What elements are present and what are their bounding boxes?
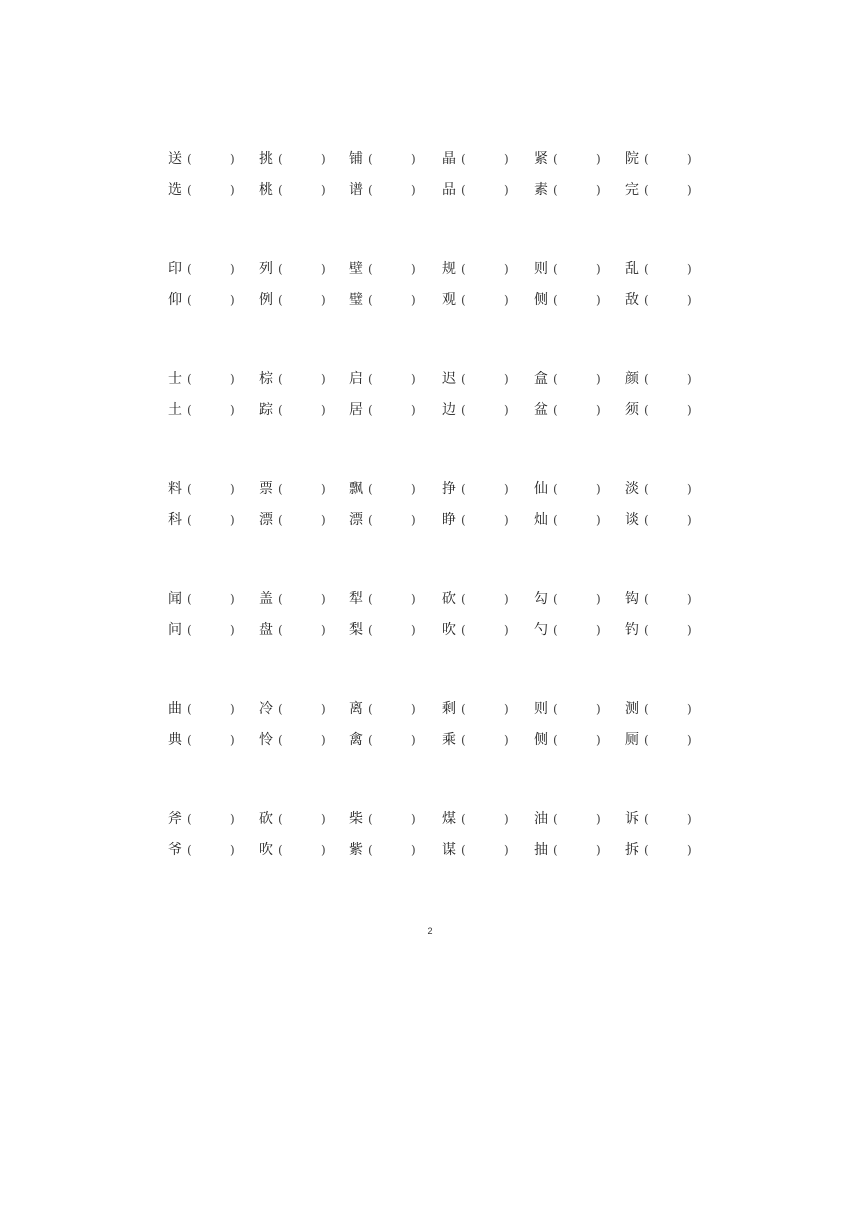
character: 挑 — [259, 151, 273, 167]
close-paren: ) — [596, 513, 601, 527]
character: 侧 — [534, 292, 548, 308]
character: 盖 — [259, 591, 273, 607]
close-paren: ) — [411, 482, 416, 496]
close-paren: ) — [230, 482, 235, 496]
character: 砍 — [259, 811, 273, 827]
close-paren: ) — [687, 812, 692, 826]
character: 土 — [168, 402, 182, 418]
character: 规 — [442, 261, 456, 277]
character-row — [0, 289, 860, 311]
close-paren: ) — [687, 623, 692, 637]
character: 晶 — [442, 151, 456, 167]
close-paren: ) — [230, 733, 235, 747]
character: 则 — [534, 261, 548, 277]
close-paren: ) — [687, 843, 692, 857]
character: 吹 — [442, 622, 456, 638]
close-paren: ) — [230, 513, 235, 527]
character: 启 — [349, 371, 363, 387]
character: 厕 — [625, 732, 639, 748]
character-row — [0, 509, 860, 531]
character: 典 — [168, 732, 182, 748]
character: 居 — [349, 402, 363, 418]
open-paren: ( — [368, 293, 373, 307]
open-paren: ( — [187, 293, 192, 307]
character: 桃 — [259, 182, 273, 198]
character: 敌 — [625, 292, 639, 308]
close-paren: ) — [411, 843, 416, 857]
character: 吹 — [259, 842, 273, 858]
character: 列 — [259, 261, 273, 277]
character: 谈 — [625, 512, 639, 528]
open-paren: ( — [461, 152, 466, 166]
character: 禽 — [349, 732, 363, 748]
close-paren: ) — [411, 812, 416, 826]
close-paren: ) — [411, 592, 416, 606]
close-paren: ) — [504, 592, 509, 606]
character: 仰 — [168, 292, 182, 308]
close-paren: ) — [504, 843, 509, 857]
open-paren: ( — [644, 843, 649, 857]
open-paren: ( — [187, 592, 192, 606]
close-paren: ) — [596, 183, 601, 197]
character: 问 — [168, 622, 182, 638]
close-paren: ) — [504, 152, 509, 166]
character: 则 — [534, 701, 548, 717]
open-paren: ( — [368, 623, 373, 637]
close-paren: ) — [596, 403, 601, 417]
close-paren: ) — [504, 733, 509, 747]
close-paren: ) — [596, 152, 601, 166]
close-paren: ) — [596, 733, 601, 747]
open-paren: ( — [461, 702, 466, 716]
character: 犁 — [349, 591, 363, 607]
character: 油 — [534, 811, 548, 827]
character: 漂 — [259, 512, 273, 528]
close-paren: ) — [596, 293, 601, 307]
open-paren: ( — [553, 403, 558, 417]
character: 迟 — [442, 371, 456, 387]
open-paren: ( — [553, 293, 558, 307]
close-paren: ) — [411, 262, 416, 276]
close-paren: ) — [411, 403, 416, 417]
open-paren: ( — [461, 482, 466, 496]
open-paren: ( — [644, 812, 649, 826]
character-row — [0, 729, 860, 751]
character-row — [0, 839, 860, 861]
page-number: 2 — [427, 926, 433, 936]
open-paren: ( — [187, 152, 192, 166]
open-paren: ( — [553, 372, 558, 386]
character: 斧 — [168, 811, 182, 827]
open-paren: ( — [187, 403, 192, 417]
character: 素 — [534, 182, 548, 198]
close-paren: ) — [504, 702, 509, 716]
open-paren: ( — [644, 592, 649, 606]
character: 飘 — [349, 481, 363, 497]
close-paren: ) — [321, 812, 326, 826]
close-paren: ) — [687, 262, 692, 276]
close-paren: ) — [596, 482, 601, 496]
close-paren: ) — [504, 812, 509, 826]
open-paren: ( — [187, 812, 192, 826]
character: 紫 — [349, 842, 363, 858]
close-paren: ) — [230, 843, 235, 857]
open-paren: ( — [368, 513, 373, 527]
close-paren: ) — [321, 733, 326, 747]
open-paren: ( — [553, 262, 558, 276]
close-paren: ) — [687, 403, 692, 417]
character-row — [0, 619, 860, 641]
open-paren: ( — [187, 183, 192, 197]
character: 票 — [259, 481, 273, 497]
open-paren: ( — [368, 733, 373, 747]
open-paren: ( — [644, 183, 649, 197]
open-paren: ( — [278, 733, 283, 747]
open-paren: ( — [278, 482, 283, 496]
character: 梨 — [349, 622, 363, 638]
character: 谋 — [442, 842, 456, 858]
open-paren: ( — [644, 372, 649, 386]
open-paren: ( — [187, 513, 192, 527]
close-paren: ) — [230, 702, 235, 716]
open-paren: ( — [461, 843, 466, 857]
character: 品 — [442, 182, 456, 198]
character: 灿 — [534, 512, 548, 528]
character: 钓 — [625, 622, 639, 638]
close-paren: ) — [504, 372, 509, 386]
character: 曲 — [168, 701, 182, 717]
open-paren: ( — [368, 812, 373, 826]
character: 侧 — [534, 732, 548, 748]
open-paren: ( — [278, 843, 283, 857]
open-paren: ( — [461, 403, 466, 417]
close-paren: ) — [411, 513, 416, 527]
open-paren: ( — [644, 623, 649, 637]
close-paren: ) — [321, 843, 326, 857]
close-paren: ) — [596, 623, 601, 637]
character: 士 — [168, 371, 182, 387]
open-paren: ( — [278, 293, 283, 307]
character: 盒 — [534, 371, 548, 387]
open-paren: ( — [368, 262, 373, 276]
open-paren: ( — [461, 733, 466, 747]
character: 选 — [168, 182, 182, 198]
open-paren: ( — [553, 702, 558, 716]
open-paren: ( — [368, 592, 373, 606]
open-paren: ( — [553, 843, 558, 857]
character-row — [0, 808, 860, 830]
close-paren: ) — [321, 293, 326, 307]
character: 怜 — [259, 732, 273, 748]
open-paren: ( — [644, 293, 649, 307]
character: 璧 — [349, 292, 363, 308]
character: 煤 — [442, 811, 456, 827]
open-paren: ( — [461, 183, 466, 197]
character: 紧 — [534, 151, 548, 167]
character: 闻 — [168, 591, 182, 607]
open-paren: ( — [553, 183, 558, 197]
character: 院 — [625, 151, 639, 167]
character: 乱 — [625, 261, 639, 277]
close-paren: ) — [687, 372, 692, 386]
character: 测 — [625, 701, 639, 717]
open-paren: ( — [187, 623, 192, 637]
character: 拆 — [625, 842, 639, 858]
character: 离 — [349, 701, 363, 717]
open-paren: ( — [553, 812, 558, 826]
close-paren: ) — [321, 372, 326, 386]
open-paren: ( — [644, 513, 649, 527]
character: 须 — [625, 402, 639, 418]
open-paren: ( — [187, 372, 192, 386]
character: 颜 — [625, 371, 639, 387]
close-paren: ) — [411, 183, 416, 197]
character: 例 — [259, 292, 273, 308]
close-paren: ) — [596, 812, 601, 826]
open-paren: ( — [644, 733, 649, 747]
character: 抽 — [534, 842, 548, 858]
close-paren: ) — [687, 592, 692, 606]
open-paren: ( — [461, 592, 466, 606]
close-paren: ) — [230, 372, 235, 386]
close-paren: ) — [321, 152, 326, 166]
character: 谱 — [349, 182, 363, 198]
character-row — [0, 399, 860, 421]
character: 柴 — [349, 811, 363, 827]
character: 科 — [168, 512, 182, 528]
character-row — [0, 179, 860, 201]
close-paren: ) — [504, 513, 509, 527]
close-paren: ) — [411, 623, 416, 637]
open-paren: ( — [278, 262, 283, 276]
character: 勾 — [534, 591, 548, 607]
character: 睁 — [442, 512, 456, 528]
open-paren: ( — [368, 403, 373, 417]
close-paren: ) — [321, 482, 326, 496]
close-paren: ) — [504, 183, 509, 197]
open-paren: ( — [278, 623, 283, 637]
character: 勺 — [534, 622, 548, 638]
character: 挣 — [442, 481, 456, 497]
open-paren: ( — [553, 592, 558, 606]
character: 铺 — [349, 151, 363, 167]
open-paren: ( — [187, 733, 192, 747]
character: 淡 — [625, 481, 639, 497]
open-paren: ( — [278, 812, 283, 826]
open-paren: ( — [278, 183, 283, 197]
open-paren: ( — [553, 623, 558, 637]
open-paren: ( — [553, 733, 558, 747]
character-row — [0, 368, 860, 390]
open-paren: ( — [278, 513, 283, 527]
open-paren: ( — [553, 482, 558, 496]
character: 乘 — [442, 732, 456, 748]
open-paren: ( — [461, 262, 466, 276]
character-row — [0, 588, 860, 610]
close-paren: ) — [230, 293, 235, 307]
character: 边 — [442, 402, 456, 418]
character-row — [0, 148, 860, 170]
open-paren: ( — [187, 262, 192, 276]
close-paren: ) — [504, 482, 509, 496]
close-paren: ) — [411, 152, 416, 166]
close-paren: ) — [504, 403, 509, 417]
open-paren: ( — [644, 482, 649, 496]
open-paren: ( — [278, 702, 283, 716]
open-paren: ( — [368, 183, 373, 197]
character: 棕 — [259, 371, 273, 387]
character: 料 — [168, 481, 182, 497]
close-paren: ) — [230, 403, 235, 417]
close-paren: ) — [687, 152, 692, 166]
open-paren: ( — [461, 623, 466, 637]
open-paren: ( — [644, 403, 649, 417]
close-paren: ) — [596, 262, 601, 276]
character: 剩 — [442, 701, 456, 717]
close-paren: ) — [321, 623, 326, 637]
open-paren: ( — [368, 152, 373, 166]
open-paren: ( — [368, 702, 373, 716]
close-paren: ) — [230, 623, 235, 637]
open-paren: ( — [278, 372, 283, 386]
character: 完 — [625, 182, 639, 198]
close-paren: ) — [504, 293, 509, 307]
open-paren: ( — [644, 262, 649, 276]
close-paren: ) — [230, 592, 235, 606]
character: 诉 — [625, 811, 639, 827]
close-paren: ) — [687, 293, 692, 307]
close-paren: ) — [411, 293, 416, 307]
character-row — [0, 698, 860, 720]
close-paren: ) — [504, 262, 509, 276]
open-paren: ( — [553, 152, 558, 166]
character: 送 — [168, 151, 182, 167]
open-paren: ( — [644, 702, 649, 716]
character: 观 — [442, 292, 456, 308]
character: 钩 — [625, 591, 639, 607]
open-paren: ( — [553, 513, 558, 527]
open-paren: ( — [278, 403, 283, 417]
close-paren: ) — [411, 702, 416, 716]
open-paren: ( — [461, 812, 466, 826]
open-paren: ( — [187, 482, 192, 496]
close-paren: ) — [687, 702, 692, 716]
character: 漂 — [349, 512, 363, 528]
character: 砍 — [442, 591, 456, 607]
close-paren: ) — [230, 152, 235, 166]
close-paren: ) — [230, 262, 235, 276]
character: 盆 — [534, 402, 548, 418]
close-paren: ) — [687, 513, 692, 527]
character: 印 — [168, 261, 182, 277]
character: 壁 — [349, 261, 363, 277]
close-paren: ) — [687, 482, 692, 496]
close-paren: ) — [321, 262, 326, 276]
close-paren: ) — [504, 623, 509, 637]
close-paren: ) — [596, 843, 601, 857]
character: 踪 — [259, 402, 273, 418]
character: 盘 — [259, 622, 273, 638]
close-paren: ) — [687, 183, 692, 197]
character-row — [0, 258, 860, 280]
open-paren: ( — [368, 372, 373, 386]
close-paren: ) — [321, 403, 326, 417]
open-paren: ( — [187, 843, 192, 857]
close-paren: ) — [321, 702, 326, 716]
close-paren: ) — [411, 733, 416, 747]
open-paren: ( — [368, 843, 373, 857]
close-paren: ) — [687, 733, 692, 747]
close-paren: ) — [596, 702, 601, 716]
close-paren: ) — [411, 372, 416, 386]
close-paren: ) — [321, 183, 326, 197]
close-paren: ) — [321, 513, 326, 527]
close-paren: ) — [321, 592, 326, 606]
character: 爷 — [168, 842, 182, 858]
close-paren: ) — [596, 372, 601, 386]
open-paren: ( — [368, 482, 373, 496]
close-paren: ) — [230, 812, 235, 826]
open-paren: ( — [644, 152, 649, 166]
character-row — [0, 478, 860, 500]
open-paren: ( — [461, 372, 466, 386]
close-paren: ) — [230, 183, 235, 197]
open-paren: ( — [461, 513, 466, 527]
open-paren: ( — [278, 152, 283, 166]
open-paren: ( — [187, 702, 192, 716]
open-paren: ( — [278, 592, 283, 606]
character: 冷 — [259, 701, 273, 717]
close-paren: ) — [596, 592, 601, 606]
character: 仙 — [534, 481, 548, 497]
open-paren: ( — [461, 293, 466, 307]
